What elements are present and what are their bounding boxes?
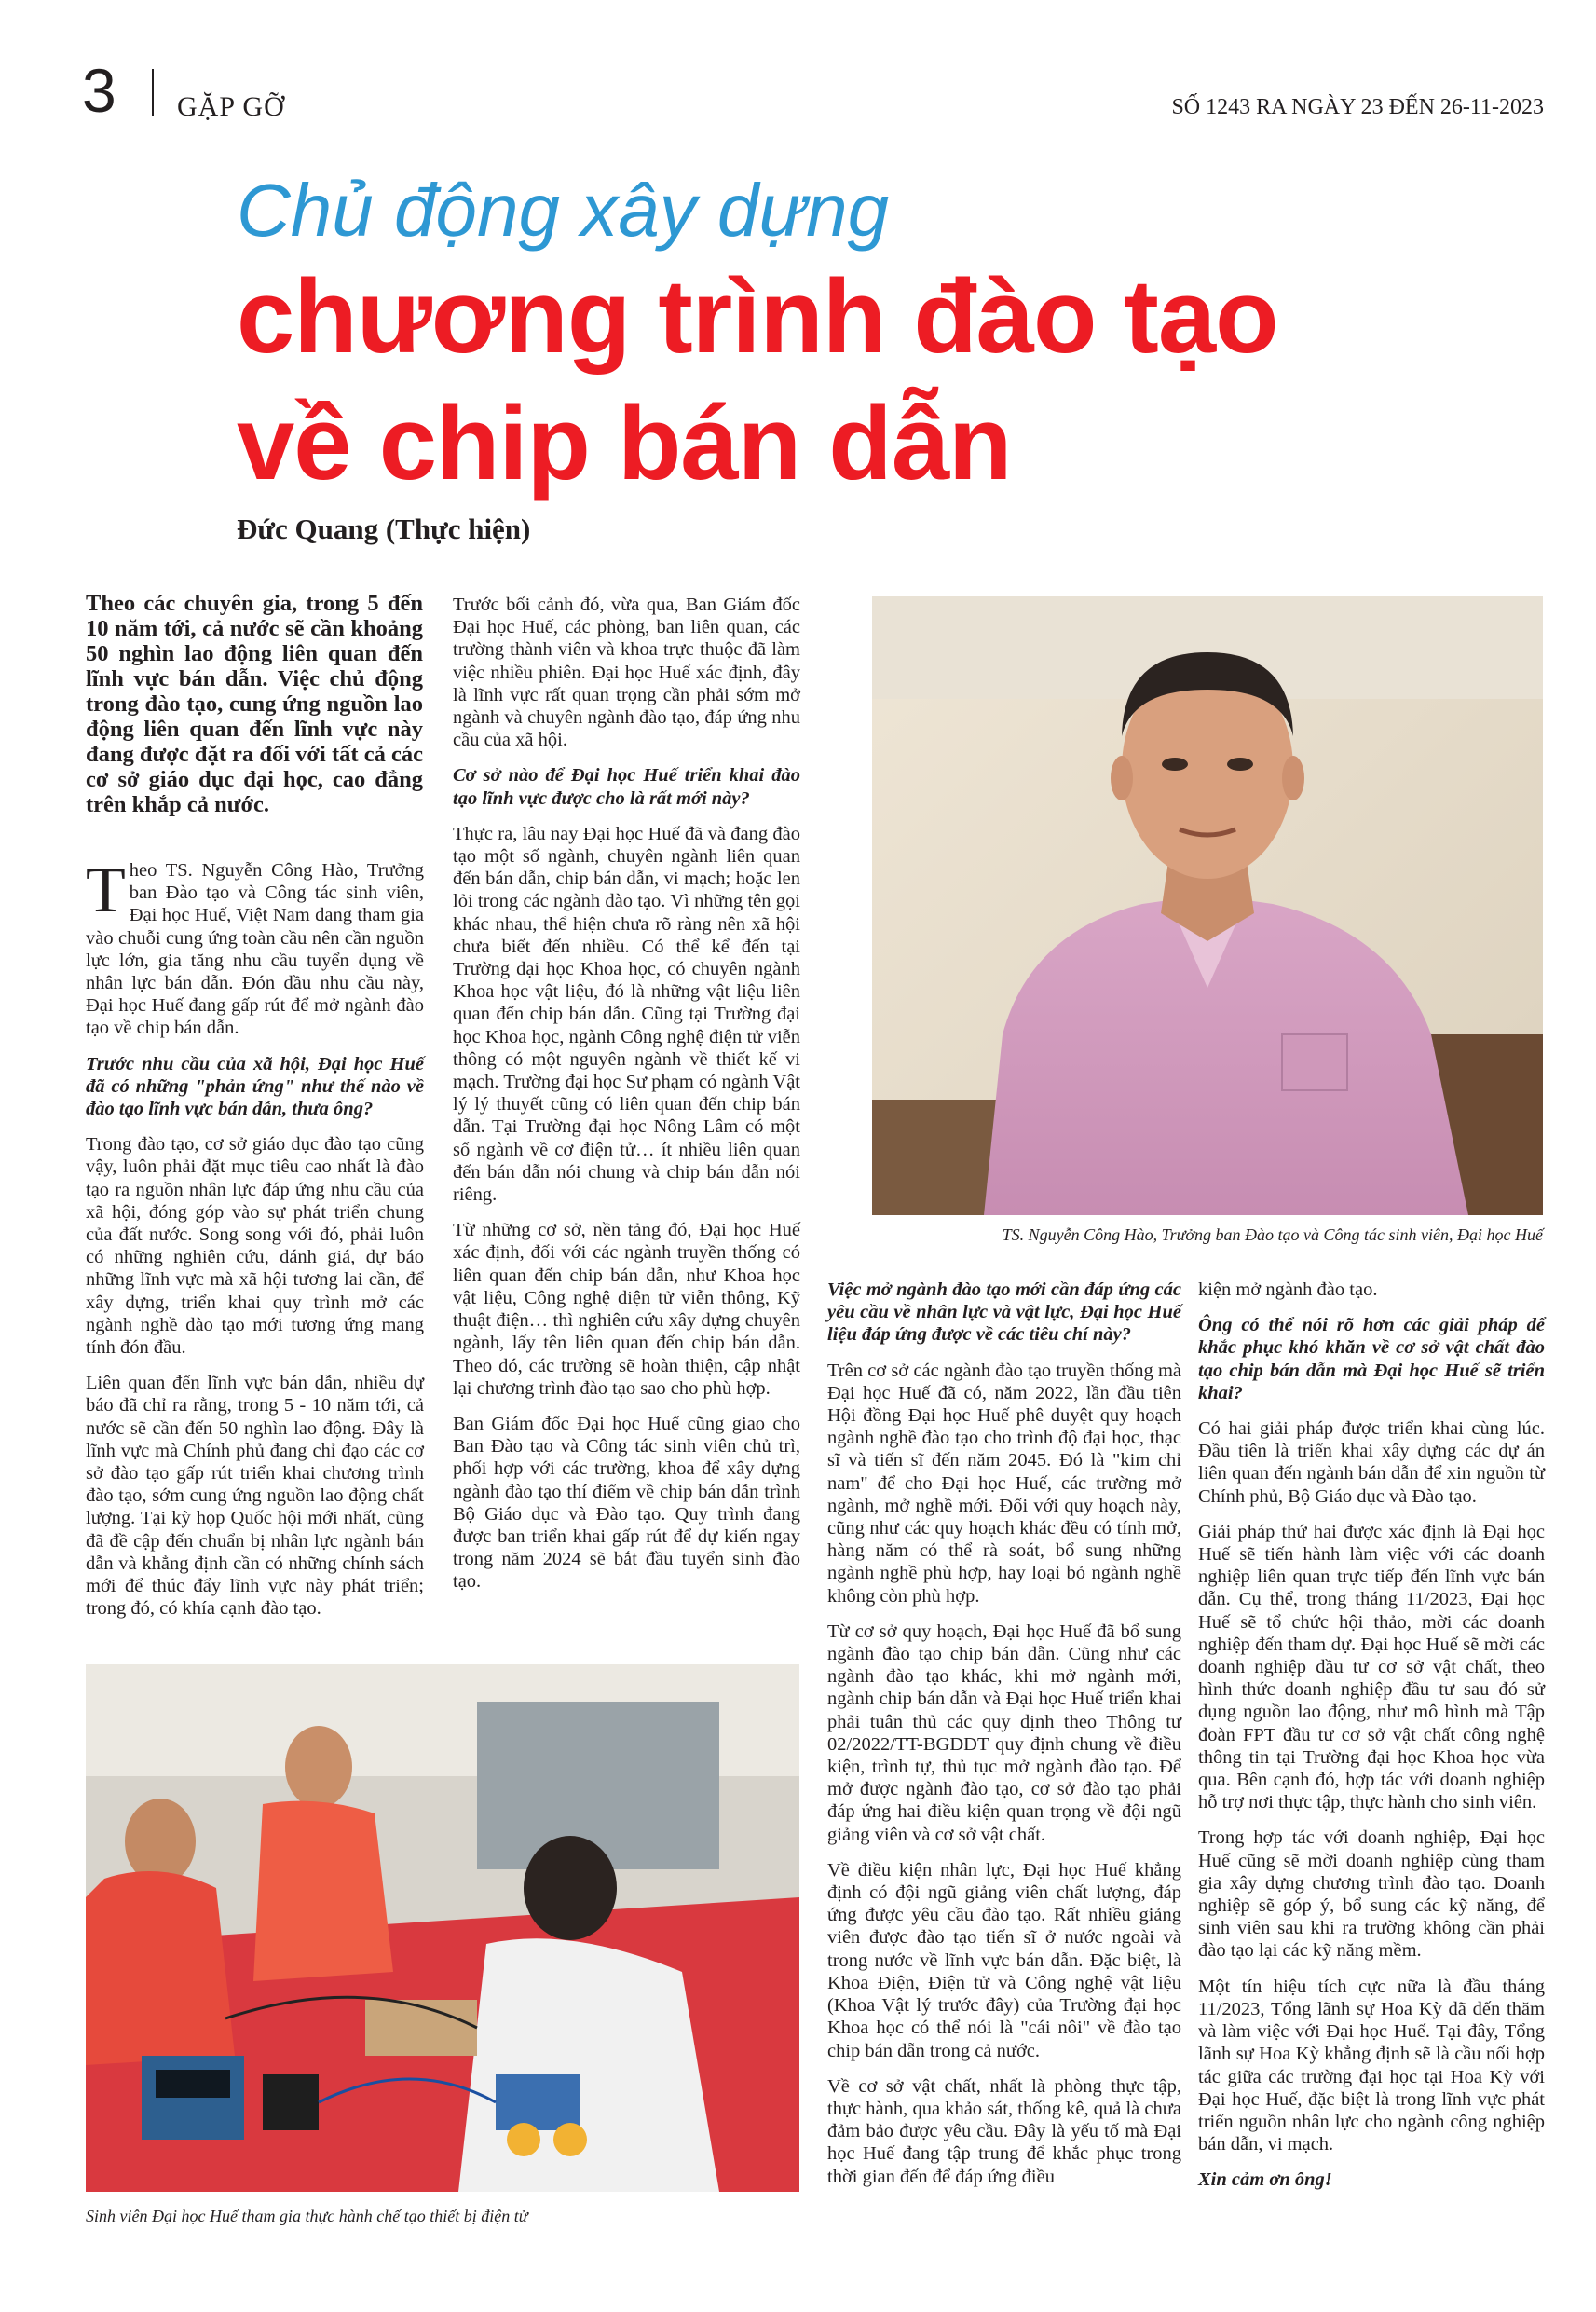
paragraph: Một tín hiệu tích cực nữa là đầu tháng 11/2023, Tổng lãnh sự Hoa Kỳ đã đến thăm và làm việc với Đại học Huế. Tại đây, Tổng lãnh sự Hoa Kỳ khẳng định sẽ là cầu nối hợp tác giữa các trường đại học tại Hoa Kỳ với Đại học Huế, đặc biệt là trong lĩnh vực phát triển nguồn nhân lực cho ngành công nghiệp bán dẫn, vi mạch. (1198, 1976, 1545, 2155)
portrait-caption: TS. Nguyễn Công Hào, Trưởng ban Đào tạo và Công tác sinh viên, Đại học Huế (1002, 1225, 1543, 1244)
article-column-3 (827, 1279, 1181, 2201)
issue-date: SỐ 1243 RA NGÀY 23 ĐẾN 26-11-2023 (1171, 95, 1544, 119)
byline: Đức Quang (Thực hiện) (237, 513, 531, 545)
paragraph: Trên cơ sở các ngành đào tạo truyền thống mà Đại học Huế đã có, năm 2022, lần đầu tiên Hội đồng Đại học Huế phê duyệt quy hoạch ngành nghề đào tạo cho trình độ đại học, thạc sĩ và tiến sĩ đến năm 2045. Đó là "kim chỉ nam" để cho Đại học Huế, các trường mở ngành, mở nghề mới. Đối với quy hoạch này, cũng như các quy hoạch khác đều có tính mở, hàng năm có thể rà soát, bổ sung những ngành nghề phù hợp, hay loại bỏ ngành nghề không còn phù hợp. (827, 1360, 1181, 1607)
paragraph: Thực ra, lâu nay Đại học Huế đã và đang đào tạo một số ngành, chuyên ngành liên quan đến bán dẫn, chip bán dẫn, vi mạch; hoặc len lỏi trong các ngành đào tạo. Vì những tên gọi khác nhau, thể hiện chưa rõ ràng nên xã hội chưa biết đến nhiều. Có thể kể đến tại Trường đại học Khoa học, có chuyên ngành Khoa học vật liệu, đó là những vật liệu liên quan đến chip bán dẫn. Cũng tại Trường đại học Khoa học, ngành Công nghệ điện tử viễn thông có một nguyên ngành về thiết kế vi mạch. Trường đại học Sư phạm có ngành Vật lý lý thuyết cũng có liên quan đến chip bán dẫn. Tại Trường đại học Nông Lâm có một số ngành về cơ điện tử… ít nhiều liên quan đến bán dẫn nói chung và chip bán dẫn nói riêng. (453, 823, 800, 1206)
article-column-1 (86, 855, 424, 1634)
paragraph: Trước bối cảnh đó, vừa qua, Ban Giám đốc Đại học Huế, các phòng, ban liên quan, các trường thành viên và khoa trực thuộc đã làm việc nhiều phiên. Đại học Huế xác định, đây là lĩnh vực rất quan trọng cần phải sớm mở ngành và chuyên ngành đào tạo, đáp ứng nhu cầu của xã hội. (453, 595, 800, 751)
paragraph: Ban Giám đốc Đại học Huế cũng giao cho Ban Đào tạo và Công tác sinh viên chủ trì, phối hợp với các trường, khoa để xây dựng ngành đào tạo thí điểm về chip bán dẫn trình Bộ Giáo dục và Đào tạo. Quy trình đang được ban triển khai gấp rút để dự kiến ngay trong năm 2024 sẽ bắt đầu tuyển sinh đào tạo. (453, 1413, 800, 1593)
header-divider (152, 69, 154, 116)
drop-cap: T (86, 855, 126, 926)
paragraph: Liên quan đến lĩnh vực bán dẫn, nhiều dự báo đã chỉ ra rằng, trong 5 - 10 năm tới, cả nước sẽ cần đến 50 nghìn lao động. Đây là lĩnh vực mà Chính phủ đang chỉ đạo các cơ sở đào tạo gấp rút triển khai chương trình đào tạo, sớm cung ứng nguồn lao động chất lượng. Tại kỳ họp Quốc hội mới nhất, cũng đã đề cập đến chuẩn bị nhân lực ngành bán dẫn và khẳng định cần có những chính sách mới để thúc đẩy lĩnh vực này phát triển; trong đó, có khía cạnh đào tạo. (86, 1373, 424, 1620)
paragraph: Từ những cơ sở, nền tảng đó, Đại học Huế xác định, đối với các ngành truyền thống có liên quan đến chip bán dẫn, như Khoa học vật liệu, Công nghệ điện tử viễn thông, Kỹ thuật điện… thì nghiên cứu xây dựng chuyên ngành, lấy tên liên quan đến chip bán dẫn. Theo đó, các trường sẽ hoàn thiện, cập nhật lại chương trình đào tạo sao cho phù hợp. (453, 1220, 800, 1399)
lab-photo (86, 1664, 799, 2192)
lab-caption: Sinh viên Đại học Huế tham gia thực hành chế tạo thiết bị điện tử (86, 2207, 528, 2225)
paragraph: kiện mở ngành đào tạo. (1198, 1279, 1378, 1300)
lead-paragraph: Theo các chuyên gia, trong 5 đến 10 năm tới, cả nước sẽ cần khoảng 50 nghìn lao động liên quan đến lĩnh vực bán dẫn. Việc chủ động trong đào tạo, cung ứng nguồn lao động liên quan đến lĩnh vực này đang được đặt ra đối với tất cả các cơ sở giáo dục đại học, cao đẳng trên khắp cả nước. (86, 591, 423, 817)
interview-question: Việc mở ngành đào tạo mới cần đáp ứng các yêu cầu về nhân lực và vật lực, Đại học Huế liệu đáp ứng được về các tiêu chí này? (827, 1279, 1181, 1346)
article-column-4 (1198, 1279, 1545, 2205)
paragraph: Về cơ sở vật chất, nhất là phòng thực tập, thực hành, qua khảo sát, thống kê, quả là chưa đảm bảo được yêu cầu. Đây là yếu tố mà Đại học Huế đang tập trung để khắc phục trong thời gian đến để đáp ứng điều (827, 2075, 1181, 2187)
portrait-photo (872, 596, 1543, 1215)
lab-illustration (86, 1664, 799, 2192)
interview-question: Trước nhu cầu của xã hội, Đại học Huế đã có những "phản ứng" như thế nào về đào tạo lĩnh vực bán dẫn, thưa ông? (86, 1053, 424, 1120)
headline-kicker: Chủ động xây dựng (237, 169, 890, 252)
interview-question: Cơ sở nào để Đại học Huế triển khai đào tạo lĩnh vực được cho là rất mới này? (453, 765, 800, 809)
interview-question: Ông có thể nói rõ hơn các giải pháp để khắc phục khó khăn về cơ sở vật chất đào tạo chip bán dẫn mà Đại học Huế sẽ triển khai? (1198, 1315, 1545, 1403)
article-column-2 (453, 594, 800, 1607)
paragraph: Trong hợp tác với doanh nghiệp, Đại học Huế cũng sẽ mời doanh nghiệp cùng tham gia xây dựng chương trình đào tạo. Doanh nghiệp sẽ góp ý, bổ sung các kỹ năng, để sinh viên sau khi ra trường không cần phải đào tạo lại các kỹ năng mềm. (1198, 1827, 1545, 1962)
paragraph: Có hai giải pháp được triển khai cùng lúc. Đầu tiên là triển khai xây dựng các dự án liên quan đến ngành bán dẫn để xin nguồn từ Chính phủ, Bộ Giáo dục và Đào tạo. (1198, 1418, 1545, 1507)
paragraph: Từ cơ sở quy hoạch, Đại học Huế đã bổ sung ngành đào tạo chip bán dẫn. Cũng như các ngành đào tạo khác, khi mở ngành mới, ngành chip bán dẫn và Đại học Huế triển khai phải tuân thủ các quy định theo Thông tư 02/2022/TT-BGDĐT quy định chung về điều kiện, trình tự, thủ tục mở ngành đào tạo. Để mở được ngành đào tạo, cơ sở đào tạo phải đáp ứng hai điều kiện quan trọng về đội ngũ giảng viên và cơ sở vật chất. (827, 1621, 1181, 1845)
section-label: GẶP GỠ (177, 91, 285, 122)
page-number: 3 (82, 56, 116, 125)
paragraph: heo TS. Nguyễn Công Hào, Trưởng ban Đào tạo và Công tác sinh viên, Đại học Huế, Việt Nam đang tham gia vào chuỗi cung ứng toàn cầu nên cần nguồn lực lớn, gia tăng nhu cầu tuyển dụng về nhân lực bán dẫn. Đón đầu nhu cầu này, Đại học Huế đang gấp rút để mở ngành đào tạo về chip bán dẫn. (86, 860, 424, 1039)
paragraph: Giải pháp thứ hai được xác định là Đại học Huế sẽ tiến hành làm việc với các doanh nghiệp liên quan trực tiếp đến lĩnh vực bán dẫn. Cụ thể, trong tháng 11/2023, Đại học Huế sẽ tổ chức hội thảo, mời các doanh nghiệp đến tham dự. Đại học Huế sẽ mời các doanh nghiệp đầu tư cơ sở vật chất, theo hình thức doanh nghiệp đầu tư sau đó sử dụng nguồn lao động, như mô hình mà Tập đoàn FPT đầu tư cơ sở vật chất công nghệ thông tin tại Trường đại học Khoa học vừa qua. Bên cạnh đó, hợp tác với doanh nghiệp hỗ trợ nơi thực tập, thực hành cho sinh viên. (1198, 1521, 1545, 1813)
headline-line-1: chương trình đào tạo (237, 258, 1278, 375)
paragraph: Trong đào tạo, cơ sở giáo dục đào tạo cũng vậy, luôn phải đặt mục tiêu cao nhất là đào tạo ra nguồn nhân lực đáp ứng nhu cầu của xã hội, đóng góp vào sự phát triển chung của đất nước. Song song với đó, phải luôn có những nghiên cứu, đánh giá, dự báo những lĩnh vực mà xã hội tương lai cần, để xây dựng, triển khai quy trình mở các ngành nghề đào tạo mới tương ứng mang tính đón đầu. (86, 1134, 424, 1359)
headline-line-2: về chip bán dẫn (237, 385, 1012, 501)
paragraph: Về điều kiện nhân lực, Đại học Huế khẳng định có đội ngũ giảng viên chất lượng, đáp ứng được yêu cầu đào tạo. Rất nhiều giảng viên được đào tạo tiến sĩ ở nước ngoài và trong nước về lĩnh vực bán dẫn. Đặc biệt, là Khoa Điện, Điện tử và Công nghệ vật liệu (Khoa Vật lý trước đây) của Trường đại học Khoa học có thể nói là "cái nôi" về đào tạo chip bán dẫn trong cả nước. (827, 1859, 1181, 2061)
closing-line: Xin cảm ơn ông! (1198, 2169, 1332, 2191)
portrait-illustration (872, 596, 1543, 1215)
